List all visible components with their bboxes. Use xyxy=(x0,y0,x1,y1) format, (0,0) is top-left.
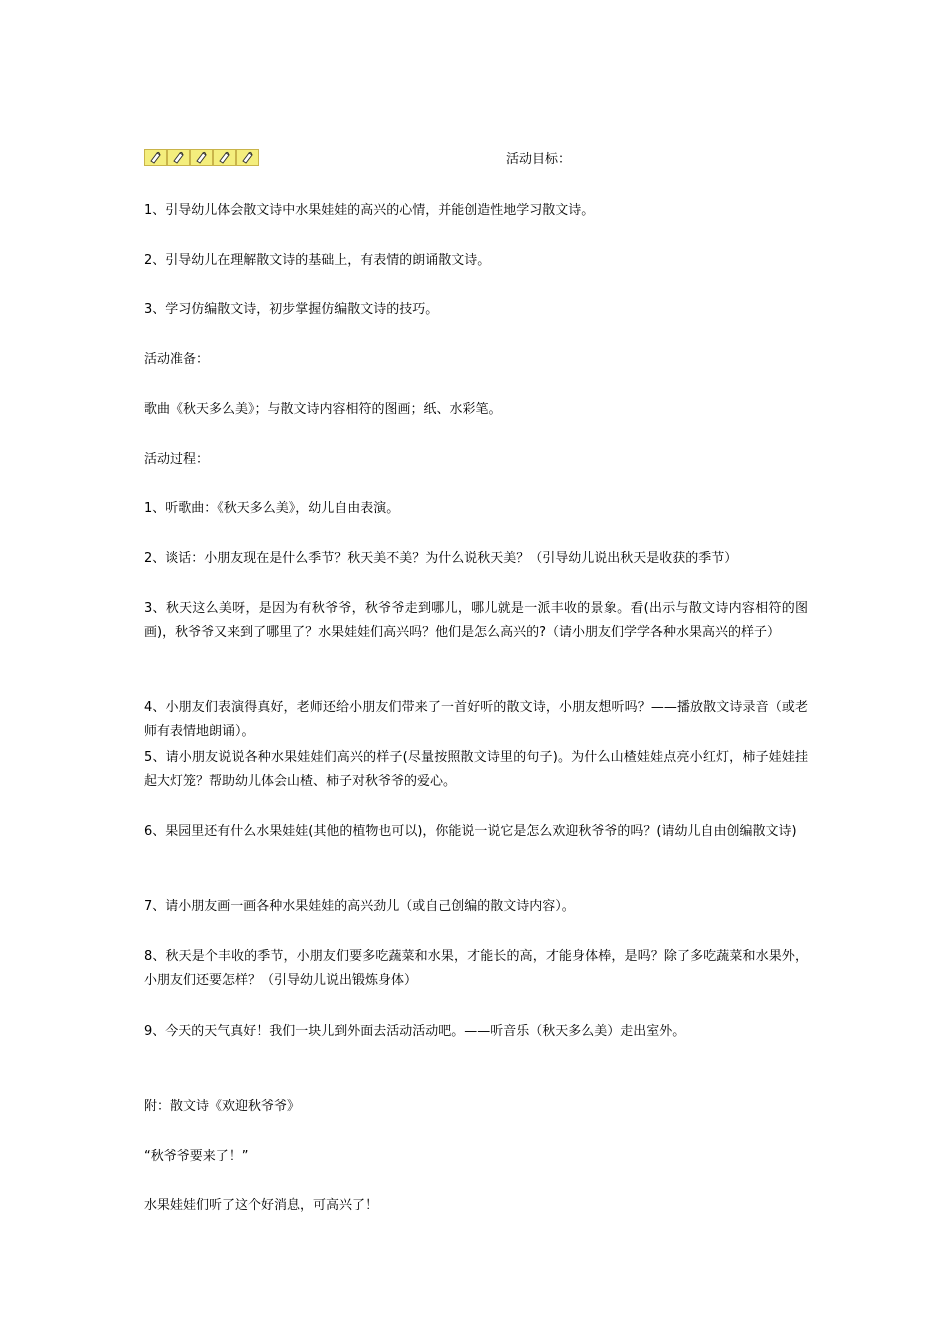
scroll-icon xyxy=(190,149,213,166)
goal-item: 2、引导幼儿在理解散文诗的基础上，有表情的朗诵散文诗。 xyxy=(144,253,491,268)
process-step: 6、果园里还有什么水果娃娃(其他的植物也可以)，你能说一说它是怎么欢迎秋爷爷的吗？(请幼儿自由创编散文诗) xyxy=(144,824,797,839)
appendix-title: 附：散文诗《欢迎秋爷爷》 xyxy=(144,1099,301,1114)
process-step: 1、听歌曲：《秋天多么美》，幼儿自由表演。 xyxy=(144,501,400,516)
decorative-icon-strip xyxy=(144,149,259,166)
appendix-line: “秋爷爷要来了！” xyxy=(144,1149,249,1164)
scroll-icon xyxy=(236,149,259,166)
preparation-text: 歌曲《秋天多么美》；与散文诗内容相符的图画；纸、水彩笔。 xyxy=(144,402,502,417)
goals-heading: 活动目标： xyxy=(506,152,572,167)
process-heading: 活动过程： xyxy=(144,452,210,467)
goal-item: 1、引导幼儿体会散文诗中水果娃娃的高兴的心情，并能创造性地学习散文诗。 xyxy=(144,203,595,218)
process-step: 5、请小朋友说说各种水果娃娃们高兴的样子(尽量按照散文诗里的句子)。为什么山楂娃娃点亮小红灯，柿子娃娃挂起大灯笼？帮助幼儿体会山楂、柿子对秋爷爷的爱心。 xyxy=(144,750,808,789)
process-step: 7、请小朋友画一画各种水果娃娃的高兴劲儿（或自己创编的散文诗内容）。 xyxy=(144,899,575,914)
process-step: 3、秋天这么美呀，是因为有秋爷爷，秋爷爷走到哪儿，哪儿就是一派丰收的景象。看(出示与散文诗内容相符的图画)，秋爷爷又来到了哪里了？水果娃娃们高兴吗？他们是怎么高兴的?（请小朋友们学学各种水果高兴的样子） xyxy=(144,601,808,640)
scroll-icon xyxy=(144,149,167,166)
scroll-icon xyxy=(167,149,190,166)
goal-item: 3、学习仿编散文诗，初步掌握仿编散文诗的技巧。 xyxy=(144,302,439,317)
appendix-line: 水果娃娃们听了这个好消息，可高兴了！ xyxy=(144,1198,379,1213)
preparation-heading: 活动准备： xyxy=(144,352,210,367)
scroll-icon xyxy=(213,149,236,166)
process-step: 2、谈话：小朋友现在是什么季节？秋天美不美？为什么说秋天美？（引导幼儿说出秋天是收获的季节） xyxy=(144,551,738,566)
header-row xyxy=(144,149,806,169)
process-step: 4、小朋友们表演得真好，老师还给小朋友们带来了一首好听的散文诗，小朋友想听吗？——播放散文诗录音（或老师有表情地朗诵）。 xyxy=(144,700,808,739)
process-step: 9、今天的天气真好！我们一块儿到外面去活动活动吧。——听音乐（秋天多么美）走出室外。 xyxy=(144,1024,686,1039)
process-step: 8、秋天是个丰收的季节，小朋友们要多吃蔬菜和水果，才能长的高，才能身体棒，是吗？除了多吃蔬菜和水果外，小朋友们还要怎样？（引导幼儿说出锻炼身体） xyxy=(144,949,808,988)
